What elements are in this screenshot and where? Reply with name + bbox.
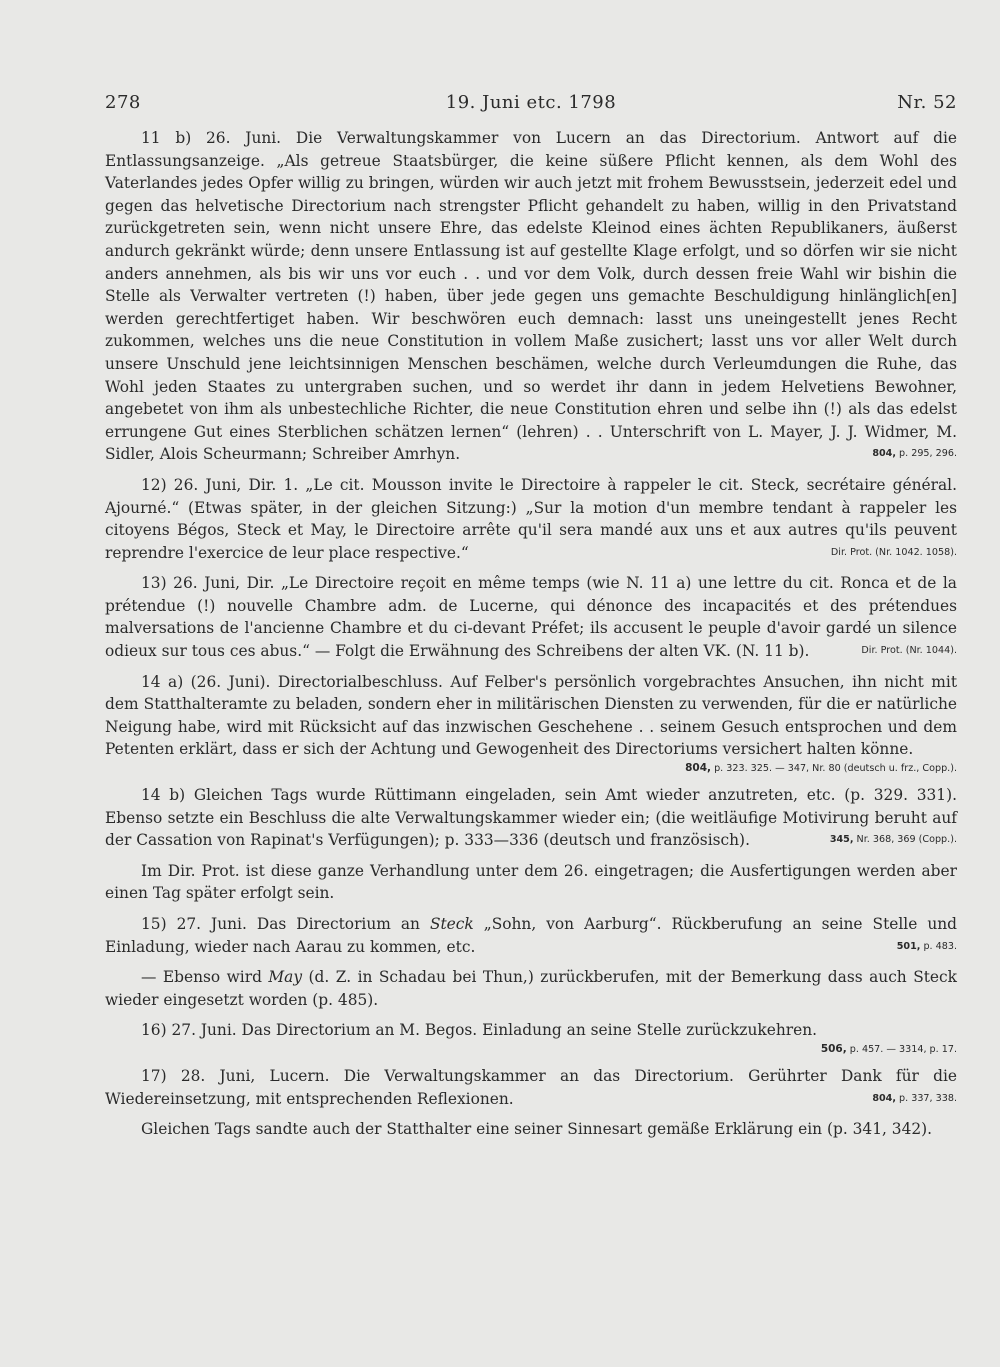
entry-protocol-note — [105, 860, 957, 905]
source-reference — [105, 761, 957, 776]
entry-text: 12) 26. Juni, Dir. 1. „Le cit. Mousson invite le Directoire à rappeler le cit. Steck, secrétaire général. Ajourné.“ (Etwas später, in der gleichen Sitzung:) „Sur la motion d'un membre tendant à rappeler les citoyens Bégos, Steck et May, le Directoire arrête qu'il sera mandé aux uns et aux autres qu'ils peuvent reprendre l'exercice de leur place respective.“ — [105, 475, 957, 562]
entry-text: 14 a) (26. Juni). Directorialbeschluss. Auf Felber's persönlich vorgebrachtes Ansuchen, ihn nicht mit dem Statthalteramte zu beladen, sondern eher in militärischen Diensten zu verwenden, für die er natürliche Neigung habe, wird mit Rücksicht auf das inzwischen Geschehene . . seinem Gesuch entsprochen und dem Petenten erklärt, dass er sich der Achtung und Gewogenheit des Directoriums versichert halten könne. — [105, 672, 957, 759]
reference-pages: p. 483. — [920, 940, 957, 952]
entry-text: 11 b) 26. Juni. Die Verwaltungskammer von Lucern an das Directorium. Antwort auf die Entlassungsanzeige. „Als getreue Staatsbürger, die keine süßere Pflicht kennen, als dem Wohl des Vaterlandes jedes Opfer willig zu bringen, würden wir auch jetzt mit frohem Bewusstsein, jederzeit edel und gegen das helvetische Directorium nach strengster Pflicht gehandelt zu haben, willig in den Privatstand zurückgetreten sein, wenn nicht unsere Ehre, das edelste Kleinod eines ächten Republikaners, äußerst andurch gekränkt würde; denn unsere Entlassung ist auf gestellte Klage erfolgt, und so dörfen wir sie nicht anders annehmen, als bis wir uns vor euch . . und vor dem Volk, durch dessen freie Wahl wir bishin die Stelle als Verwalter vertreten (!) haben, über jede gegen uns gemachte Beschuldigung hinlänglich[en] werden gerechtfertiget haben. Wir beschwören euch demnach: lasst uns uneingestellt jenes Recht zukommen, welches uns die neue Constitution in vollem Maße zusichert; lasst uns vor aller Welt durch unsere Unschuld jene leichtsinnigen Menschen beschämen, welche durch Verleumdungen die Ruhe, das Wohl jeden Staates zu untergraben suchen, und so werdet ihr dann in jedem Helvetiens Bewohner, angebetet von ihm als unbestechliche Richter, die neue Constitution ehren und selbe ihn (!) als das edelst errungene Gut eines Sterblichen schätzen lernen“ (lehren) . . Unterschrift von L. Mayer, J. J. Widmer, M. Sidler, Alois Scheurmann; Schreiber Amrhyn. — [105, 129, 957, 464]
reference-volume: 804, — [872, 1092, 896, 1104]
entry-text: 14 b) Gleichen Tags wurde Rüttimann eingeladen, sein Amt wieder anzutreten, etc. (p. 329. 331). Ebenso setzte ein Beschluss die alte Verwaltungskammer wieder ein; (die weitläufige Motivirung beruht auf der Cassation von Rapinat's Verfügungen); p. 333—336 (deutsch und französisch). — [105, 786, 957, 850]
entry-text: 13) 26. Juni, Dir. „Le Directoire reçoit en même temps (wie N. 11 a) une lettre du cit. Ronca et de la prétendue (!) nouvelle Chambre adm. de Lucerne, qui dénonce des incapacités et des prétendues malversations de l'ancienne Chambre et du ci-devant Préfet; ils accusent le peuple d'avoir gardé un silence odieux sur tous ces abus.“ — Folgt die Erwähnung des Schreibens der alten VK. (N. 11 b). — [105, 574, 957, 661]
entry-text: Gleichen Tags sandte auch der Statthalter eine seiner Sinnesart gemäße Erklärung ein (p. 341, 342). — [141, 1120, 933, 1139]
entry-15 — [105, 913, 957, 958]
document-body — [105, 127, 957, 1141]
reference-volume: 345, — [829, 834, 854, 846]
source-reference — [794, 829, 957, 852]
reference-pages: p. 323. 325. — 347, Nr. 80 (deutsch u. frz., Copp.). — [711, 763, 957, 775]
source-reference — [861, 936, 957, 959]
reference-volume: 506, — [820, 1042, 847, 1055]
entry-name-italic: May — [268, 968, 303, 987]
page-header — [105, 92, 957, 118]
reference-volume: 804, — [685, 762, 712, 775]
reference-pages: p. 457. — 3314, p. 17. — [846, 1043, 957, 1055]
reference-volume: 501, — [896, 940, 921, 952]
entry-11b — [105, 127, 957, 466]
entry-name-italic: Steck — [429, 915, 474, 933]
section-number: Nr. 52 — [897, 92, 957, 113]
entry-statthalter — [105, 1118, 957, 1141]
reference-pages: Nr. 368, 369 (Copp.). — [853, 834, 957, 846]
reference-pages: Dir. Prot. (Nr. 1042. 1058). — [830, 546, 957, 558]
source-reference — [825, 640, 957, 663]
entry-text: 16) 27. Juni. Das Directorium an M. Begos. Einladung an seine Stelle zurückzukehren. — [141, 1021, 818, 1040]
entry-text-after: „Sohn, von Aarburg“. Rückberufung an seine Stelle und Einladung, wieder nach Aarau zu kommen, etc. — [105, 915, 957, 956]
source-reference — [836, 443, 957, 466]
source-reference — [105, 1042, 957, 1057]
entry-17 — [105, 1065, 957, 1110]
entry-text: Im Dir. Prot. ist diese ganze Verhandlung unter dem 26. eingetragen; die Ausfertigungen werden aber einen Tag später erfolgt sein. — [105, 861, 957, 903]
entry-15-may — [105, 966, 957, 1011]
reference-pages: Dir. Prot. (Nr. 1044). — [861, 645, 957, 657]
reference-pages: p. 295, 296. — [895, 448, 957, 460]
entry-12 — [105, 474, 957, 564]
entry-16 — [105, 1019, 957, 1057]
source-reference — [795, 542, 957, 565]
entry-text-after: (d. Z. in Schadau bei Thun,) zurückberufen, mit der Bemerkung dass auch Steck wieder eingesetzt worden (p. 485). — [105, 968, 957, 1009]
source-reference — [836, 1088, 957, 1111]
running-title: 19. Juni etc. 1798 — [445, 92, 617, 113]
reference-volume: 804, — [872, 448, 896, 460]
reference-pages: p. 337, 338. — [895, 1092, 957, 1104]
entry-text-before: — Ebenso wird — [141, 968, 269, 987]
entry-14a — [105, 671, 957, 776]
entry-text: 17) 28. Juni, Lucern. Die Verwaltungskammer an das Directorium. Gerührter Dank für die Wiedereinsetzung, mit entsprechenden Reflexionen. — [105, 1066, 957, 1108]
entry-14b — [105, 784, 957, 852]
entry-text-before: 15) 27. Juni. Das Directorium an — [141, 915, 430, 933]
page-number: 278 — [105, 92, 141, 113]
entry-13 — [105, 572, 957, 662]
